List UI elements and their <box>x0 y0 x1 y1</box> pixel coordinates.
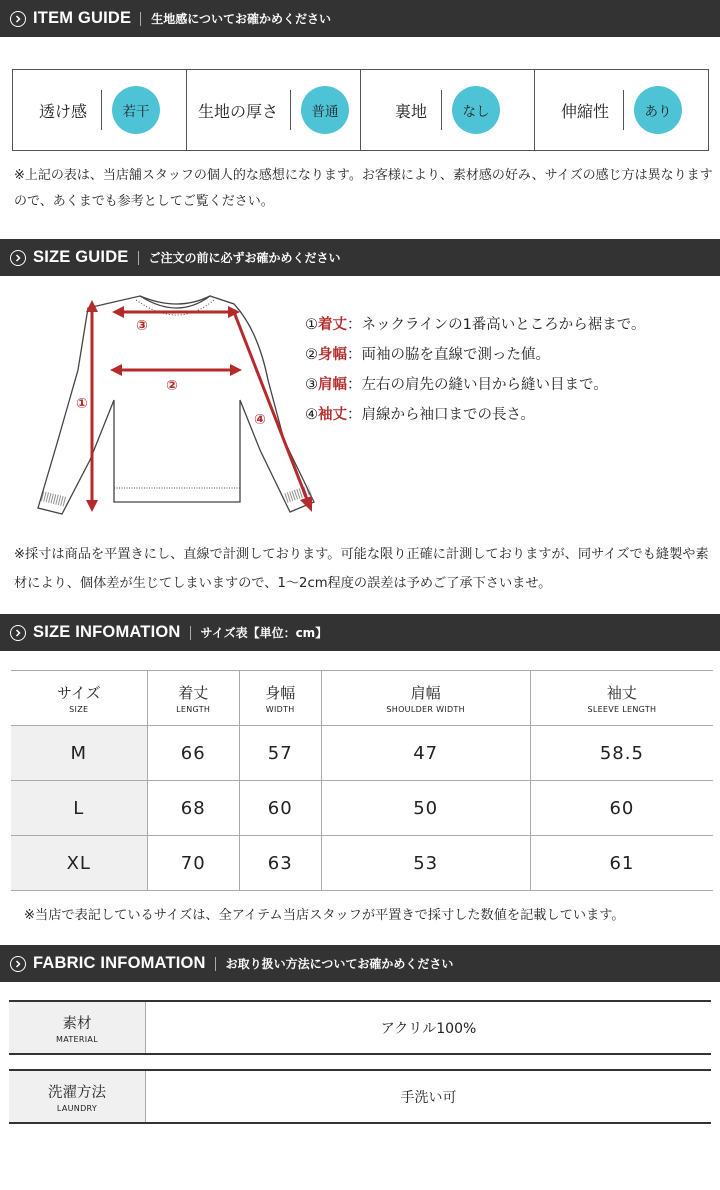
table-cell: 57 <box>239 726 321 781</box>
definition-desc: ：両袖の脇を直線で測った値。 <box>347 347 550 363</box>
definition-num: ③ <box>305 377 318 393</box>
section-subtitle: サイズ表【単位：cm】 <box>200 626 328 640</box>
definition-desc: ：肩線から袖口までの長さ。 <box>347 407 535 423</box>
section-title: FABRIC INFOMATION <box>33 954 206 972</box>
fabric-label: 洗濯方法 LAUNDRY <box>9 1071 146 1122</box>
guide-cell-lining <box>361 70 535 150</box>
definition-num: ② <box>305 347 318 363</box>
section-title: SIZE GUIDE <box>33 248 129 266</box>
definition-num: ① <box>305 317 318 333</box>
guide-value-badge: 普通 <box>301 86 349 134</box>
divider <box>140 12 141 26</box>
table-row <box>11 781 713 836</box>
size-table-header-row <box>11 671 713 726</box>
sweater-diagram <box>28 290 328 525</box>
size-info-header <box>0 614 720 651</box>
fabric-row-laundry <box>9 1069 711 1124</box>
divider <box>623 90 624 130</box>
marker-4: ④ <box>254 412 266 428</box>
guide-value-badge: なし <box>452 86 500 134</box>
item-guide-table <box>12 69 709 151</box>
marker-2: ② <box>166 378 178 394</box>
table-cell: 63 <box>239 836 321 891</box>
section-subtitle: お取り扱い方法についてお確かめください <box>225 957 454 971</box>
table-cell: 66 <box>147 726 239 781</box>
section-subtitle: 生地感についてお確かめください <box>151 12 332 26</box>
definition-term: 肩幅 <box>318 377 347 393</box>
divider <box>215 957 216 971</box>
chevron-right-icon <box>10 11 26 27</box>
fabric-info-header <box>0 945 720 982</box>
guide-label: 伸縮性 <box>560 101 609 121</box>
chevron-right-icon <box>10 956 26 972</box>
table-cell: 50 <box>321 781 530 836</box>
definition-sleeve <box>305 400 715 430</box>
table-cell: 60 <box>530 781 713 836</box>
divider <box>441 90 442 130</box>
definition-num: ④ <box>305 407 318 423</box>
guide-value-badge: あり <box>634 86 682 134</box>
guide-value-badge: 若干 <box>112 86 160 134</box>
size-guide-note: ※採寸は商品を平置きにし、直線で計測しております。可能な限り正確に計測しておりますが、同サイズでも縫製や素材により、個体差が生じてしまいますので、1〜2cm程度の誤差は予めご了承下さいませ。 <box>14 547 709 591</box>
marker-1: ① <box>76 396 88 412</box>
measurement-definitions <box>305 310 715 430</box>
definition-term: 身幅 <box>318 347 347 363</box>
section-title: ITEM GUIDE <box>33 9 132 27</box>
header-cell-width: 身幅 WIDTH <box>239 671 321 726</box>
item-guide-header <box>0 0 720 37</box>
guide-cell-stretch <box>535 70 708 150</box>
sweater-illustration <box>28 290 328 525</box>
header-cell-length: 着丈 LENGTH <box>147 671 239 726</box>
table-cell: 61 <box>530 836 713 891</box>
size-label: L <box>11 781 147 836</box>
section-title: SIZE INFOMATION <box>33 623 181 641</box>
fabric-value: 手洗い可 <box>400 1089 457 1106</box>
definition-term: 着丈 <box>318 317 347 333</box>
divider <box>290 90 291 130</box>
table-cell: 58.5 <box>530 726 713 781</box>
fabric-value: アクリル100% <box>380 1020 477 1037</box>
definition-desc: ：左右の肩先の縫い目から縫い目まで。 <box>347 377 608 393</box>
size-info-note: ※当店で表記しているサイズは、全アイテム当店スタッフが平置きで採寸した数値を記載しています。 <box>24 908 625 923</box>
item-guide-note: ※上記の表は、当店舗スタッフの個人的な感想になります。お客様により、素材感の好み、サイズの感じ方は異なりますので、あくまでも参考としてご覧ください。 <box>14 168 713 209</box>
guide-label: 裏地 <box>394 101 427 121</box>
section-subtitle: ご注文の前に必ずお確かめください <box>148 251 341 265</box>
table-cell: 70 <box>147 836 239 891</box>
divider <box>190 626 191 640</box>
size-table <box>11 670 713 891</box>
chevron-right-icon <box>10 625 26 641</box>
divider <box>101 90 102 130</box>
table-row <box>11 726 713 781</box>
header-cell-size: サイズ SIZE <box>11 671 147 726</box>
table-cell: 53 <box>321 836 530 891</box>
table-row <box>11 836 713 891</box>
definition-length <box>305 310 715 340</box>
definition-desc: ：ネックラインの1番高いところから裾まで。 <box>347 317 646 333</box>
table-cell: 47 <box>321 726 530 781</box>
definition-shoulder <box>305 370 715 400</box>
guide-label: 生地の厚さ <box>197 101 278 121</box>
guide-cell-transparency <box>13 70 187 150</box>
table-cell: 68 <box>147 781 239 836</box>
guide-cell-thickness <box>187 70 361 150</box>
definition-width <box>305 340 715 370</box>
fabric-label: 素材 MATERIAL <box>9 1002 146 1053</box>
table-cell: 60 <box>239 781 321 836</box>
size-label: XL <box>11 836 147 891</box>
divider <box>138 251 139 265</box>
marker-3: ③ <box>136 318 148 334</box>
header-cell-sleeve: 袖丈 SLEEVE LENGTH <box>530 671 713 726</box>
header-cell-shoulder: 肩幅 SHOULDER WIDTH <box>321 671 530 726</box>
size-guide-header <box>0 239 720 276</box>
definition-term: 袖丈 <box>318 407 347 423</box>
guide-label: 透け感 <box>38 101 87 121</box>
size-label: M <box>11 726 147 781</box>
fabric-row-material <box>9 1000 711 1055</box>
chevron-right-icon <box>10 250 26 266</box>
